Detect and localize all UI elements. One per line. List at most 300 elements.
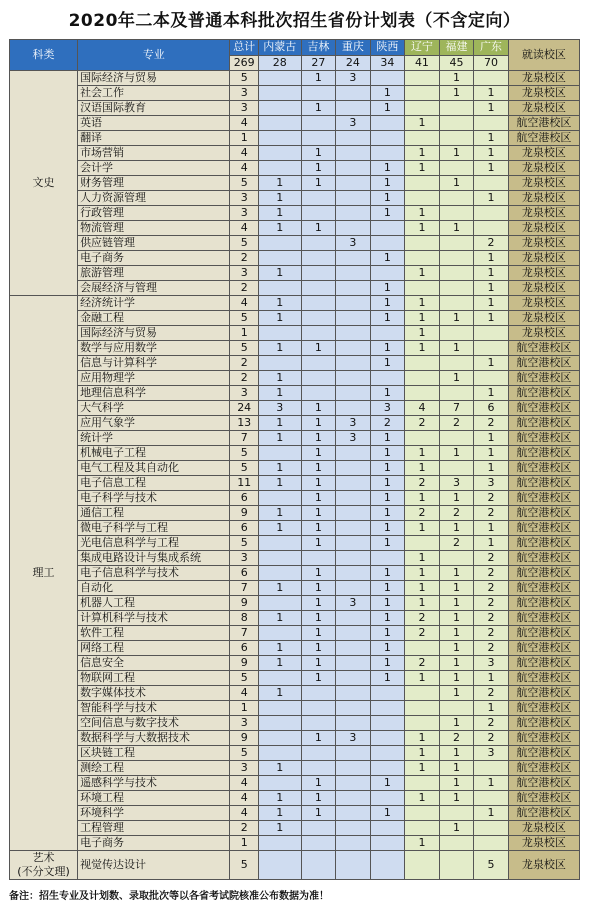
quota-cell xyxy=(405,86,440,101)
table-row xyxy=(10,131,580,146)
quota-cell xyxy=(258,491,301,506)
major-cell: 通信工程 xyxy=(78,506,230,521)
quota-cell: 1 xyxy=(258,686,301,701)
quota-cell xyxy=(336,641,371,656)
table-row xyxy=(10,611,580,626)
quota-cell: 1 xyxy=(370,176,405,191)
quota-cell: 3 xyxy=(336,116,371,131)
header-count-2: 24 xyxy=(336,55,371,71)
quota-cell: 1 xyxy=(370,356,405,371)
quota-cell xyxy=(258,836,301,851)
campus-cell: 龙泉校区 xyxy=(508,71,579,86)
total-cell: 3 xyxy=(230,206,258,221)
quota-cell xyxy=(439,101,474,116)
quota-cell: 1 xyxy=(405,461,440,476)
campus-cell: 航空港校区 xyxy=(508,551,579,566)
quota-cell xyxy=(439,851,474,880)
total-cell: 9 xyxy=(230,596,258,611)
footnote: 备注：招生专业及计划数、录取批次等以各省考试院核准公布数据为准！ xyxy=(9,891,329,902)
quota-cell xyxy=(336,626,371,641)
quota-cell xyxy=(336,836,371,851)
quota-cell xyxy=(439,386,474,401)
quota-cell xyxy=(439,551,474,566)
page-title: 2020年二本及普通本科批次招生省份计划表（不含定向） xyxy=(68,11,521,31)
table-row xyxy=(10,506,580,521)
total-cell: 1 xyxy=(230,326,258,341)
quota-cell: 1 xyxy=(370,656,405,671)
table-row xyxy=(10,461,580,476)
quota-cell xyxy=(336,716,371,731)
quota-cell xyxy=(405,851,440,880)
total-cell: 4 xyxy=(230,221,258,236)
total-cell: 2 xyxy=(230,251,258,266)
quota-cell xyxy=(474,761,509,776)
quota-cell: 1 xyxy=(439,446,474,461)
quota-cell: 1 xyxy=(370,596,405,611)
quota-cell xyxy=(474,71,509,86)
header-campus: 就读校区 xyxy=(508,40,579,71)
major-cell: 翻译 xyxy=(78,131,230,146)
quota-cell: 1 xyxy=(439,371,474,386)
quota-cell: 1 xyxy=(405,221,440,236)
quota-cell: 1 xyxy=(439,176,474,191)
quota-cell: 1 xyxy=(301,626,336,641)
table-row xyxy=(10,326,580,341)
quota-cell xyxy=(405,71,440,86)
quota-cell: 1 xyxy=(405,566,440,581)
quota-cell: 2 xyxy=(474,491,509,506)
major-cell: 环境工程 xyxy=(78,791,230,806)
quota-cell: 2 xyxy=(439,731,474,746)
quota-cell xyxy=(258,716,301,731)
header-province-3: 陕西 xyxy=(370,40,405,56)
quota-cell: 1 xyxy=(405,161,440,176)
table-row xyxy=(10,146,580,161)
quota-cell: 2 xyxy=(474,731,509,746)
major-cell: 空间信息与数字技术 xyxy=(78,716,230,731)
quota-cell: 1 xyxy=(439,341,474,356)
quota-cell: 2 xyxy=(439,416,474,431)
quota-cell: 1 xyxy=(301,641,336,656)
quota-cell xyxy=(301,371,336,386)
quota-cell: 1 xyxy=(258,791,301,806)
major-cell: 应用气象学 xyxy=(78,416,230,431)
major-cell: 视觉传达设计 xyxy=(78,851,230,880)
quota-cell xyxy=(405,191,440,206)
total-cell: 4 xyxy=(230,686,258,701)
quota-cell xyxy=(370,236,405,251)
table-row xyxy=(10,281,580,296)
quota-cell: 1 xyxy=(370,161,405,176)
major-cell: 国际经济与贸易 xyxy=(78,326,230,341)
quota-cell xyxy=(370,746,405,761)
quota-cell xyxy=(370,686,405,701)
quota-cell: 1 xyxy=(258,611,301,626)
major-cell: 会计学 xyxy=(78,161,230,176)
major-cell: 信息安全 xyxy=(78,656,230,671)
quota-cell xyxy=(258,671,301,686)
major-cell: 电气工程及其自动化 xyxy=(78,461,230,476)
quota-cell: 1 xyxy=(370,671,405,686)
quota-cell xyxy=(258,626,301,641)
table-row xyxy=(10,101,580,116)
total-cell: 5 xyxy=(230,176,258,191)
quota-cell: 1 xyxy=(405,521,440,536)
quota-cell xyxy=(336,656,371,671)
table-row xyxy=(10,476,580,491)
quota-cell xyxy=(370,146,405,161)
quota-cell: 1 xyxy=(370,386,405,401)
quota-cell xyxy=(439,836,474,851)
table-row xyxy=(10,206,580,221)
quota-cell: 1 xyxy=(439,791,474,806)
header-row xyxy=(10,40,580,56)
quota-cell: 1 xyxy=(370,476,405,491)
quota-cell xyxy=(336,281,371,296)
campus-cell: 航空港校区 xyxy=(508,386,579,401)
total-cell: 6 xyxy=(230,491,258,506)
quota-cell: 2 xyxy=(474,611,509,626)
quota-cell xyxy=(405,536,440,551)
category-cell: 理工 xyxy=(10,296,78,851)
quota-cell xyxy=(474,821,509,836)
campus-cell: 航空港校区 xyxy=(508,731,579,746)
quota-cell: 1 xyxy=(439,746,474,761)
quota-cell xyxy=(336,356,371,371)
quota-cell: 3 xyxy=(336,71,371,86)
campus-cell: 航空港校区 xyxy=(508,521,579,536)
major-cell: 物联网工程 xyxy=(78,671,230,686)
quota-cell: 1 xyxy=(474,266,509,281)
campus-cell: 航空港校区 xyxy=(508,341,579,356)
quota-cell xyxy=(439,281,474,296)
total-cell: 3 xyxy=(230,266,258,281)
quota-cell: 3 xyxy=(439,476,474,491)
quota-cell: 1 xyxy=(301,476,336,491)
total-cell: 5 xyxy=(230,236,258,251)
campus-cell: 龙泉校区 xyxy=(508,101,579,116)
quota-cell xyxy=(439,806,474,821)
total-cell: 2 xyxy=(230,371,258,386)
quota-cell: 1 xyxy=(405,731,440,746)
quota-cell: 1 xyxy=(474,386,509,401)
quota-cell: 1 xyxy=(405,551,440,566)
quota-cell: 6 xyxy=(474,401,509,416)
major-cell: 汉语国际教育 xyxy=(78,101,230,116)
header-total-count: 269 xyxy=(230,55,258,71)
quota-cell xyxy=(336,386,371,401)
campus-cell: 龙泉校区 xyxy=(508,251,579,266)
quota-cell xyxy=(336,761,371,776)
quota-cell xyxy=(336,851,371,880)
total-cell: 2 xyxy=(230,821,258,836)
quota-cell: 1 xyxy=(439,611,474,626)
table-row xyxy=(10,356,580,371)
quota-cell xyxy=(336,371,371,386)
total-cell: 5 xyxy=(230,851,258,880)
quota-cell: 1 xyxy=(405,581,440,596)
header-total: 总计 xyxy=(230,40,258,56)
table-row xyxy=(10,161,580,176)
quota-cell xyxy=(301,281,336,296)
quota-cell: 1 xyxy=(370,86,405,101)
quota-cell: 1 xyxy=(474,446,509,461)
header-province-5: 福建 xyxy=(439,40,474,56)
quota-cell: 1 xyxy=(258,461,301,476)
campus-cell: 航空港校区 xyxy=(508,611,579,626)
quota-cell xyxy=(258,101,301,116)
quota-cell xyxy=(258,536,301,551)
major-cell: 环境科学 xyxy=(78,806,230,821)
quota-cell xyxy=(439,191,474,206)
quota-cell xyxy=(258,446,301,461)
quota-cell xyxy=(258,566,301,581)
table-row xyxy=(10,371,580,386)
quota-cell xyxy=(336,296,371,311)
quota-cell: 1 xyxy=(301,656,336,671)
quota-cell: 1 xyxy=(370,191,405,206)
major-cell: 区块链工程 xyxy=(78,746,230,761)
quota-cell: 1 xyxy=(439,221,474,236)
campus-cell: 航空港校区 xyxy=(508,566,579,581)
quota-cell xyxy=(370,326,405,341)
total-cell: 3 xyxy=(230,716,258,731)
quota-cell: 1 xyxy=(370,491,405,506)
quota-cell xyxy=(405,356,440,371)
major-cell: 机械电子工程 xyxy=(78,446,230,461)
quota-cell xyxy=(258,356,301,371)
campus-cell: 航空港校区 xyxy=(508,581,579,596)
quota-cell: 1 xyxy=(474,461,509,476)
quota-cell xyxy=(336,491,371,506)
quota-cell: 1 xyxy=(439,146,474,161)
campus-cell: 航空港校区 xyxy=(508,401,579,416)
quota-cell xyxy=(336,476,371,491)
quota-cell xyxy=(336,746,371,761)
quota-cell xyxy=(370,731,405,746)
quota-cell xyxy=(439,266,474,281)
quota-cell xyxy=(301,746,336,761)
header-count-6: 70 xyxy=(474,55,509,71)
table-row xyxy=(10,176,580,191)
quota-cell: 2 xyxy=(474,686,509,701)
quota-cell: 1 xyxy=(301,506,336,521)
total-cell: 3 xyxy=(230,86,258,101)
quota-cell xyxy=(439,161,474,176)
quota-cell xyxy=(258,731,301,746)
quota-cell: 1 xyxy=(474,251,509,266)
table-row xyxy=(10,236,580,251)
quota-cell: 1 xyxy=(258,206,301,221)
total-cell: 9 xyxy=(230,506,258,521)
quota-cell xyxy=(301,206,336,221)
quota-cell xyxy=(258,146,301,161)
header-province-0: 内蒙古 xyxy=(258,40,301,56)
table-row xyxy=(10,761,580,776)
quota-cell: 2 xyxy=(474,716,509,731)
quota-cell xyxy=(405,236,440,251)
quota-cell xyxy=(370,131,405,146)
quota-cell: 1 xyxy=(405,146,440,161)
quota-cell: 1 xyxy=(258,266,301,281)
total-cell: 8 xyxy=(230,611,258,626)
quota-cell: 1 xyxy=(258,521,301,536)
quota-cell: 1 xyxy=(405,746,440,761)
quota-cell: 3 xyxy=(370,401,405,416)
quota-cell xyxy=(405,701,440,716)
quota-cell xyxy=(336,611,371,626)
total-cell: 4 xyxy=(230,296,258,311)
quota-cell: 2 xyxy=(474,581,509,596)
quota-cell: 3 xyxy=(336,416,371,431)
campus-cell: 龙泉校区 xyxy=(508,221,579,236)
quota-cell xyxy=(370,71,405,86)
table-row xyxy=(10,836,580,851)
campus-cell: 航空港校区 xyxy=(508,671,579,686)
campus-cell: 航空港校区 xyxy=(508,596,579,611)
quota-cell: 1 xyxy=(474,536,509,551)
campus-cell: 龙泉校区 xyxy=(508,236,579,251)
quota-cell xyxy=(301,551,336,566)
quota-cell xyxy=(405,386,440,401)
campus-cell: 龙泉校区 xyxy=(508,86,579,101)
major-cell: 国际经济与贸易 xyxy=(78,71,230,86)
quota-cell: 1 xyxy=(258,221,301,236)
quota-cell: 1 xyxy=(301,566,336,581)
major-cell: 社会工作 xyxy=(78,86,230,101)
quota-cell: 1 xyxy=(405,671,440,686)
quota-cell: 1 xyxy=(370,341,405,356)
quota-cell xyxy=(258,131,301,146)
quota-cell: 1 xyxy=(258,656,301,671)
table-row xyxy=(10,251,580,266)
quota-cell: 1 xyxy=(301,416,336,431)
total-cell: 2 xyxy=(230,356,258,371)
quota-cell xyxy=(370,716,405,731)
quota-cell: 1 xyxy=(301,521,336,536)
quota-cell: 3 xyxy=(474,476,509,491)
quota-cell xyxy=(258,746,301,761)
quota-cell: 1 xyxy=(301,146,336,161)
campus-cell: 龙泉校区 xyxy=(508,161,579,176)
total-cell: 5 xyxy=(230,461,258,476)
quota-cell xyxy=(336,191,371,206)
quota-cell: 1 xyxy=(439,566,474,581)
quota-cell xyxy=(336,671,371,686)
quota-cell: 1 xyxy=(258,761,301,776)
quota-cell: 1 xyxy=(301,491,336,506)
quota-cell: 2 xyxy=(474,416,509,431)
table-row xyxy=(10,536,580,551)
quota-cell xyxy=(336,101,371,116)
major-cell: 财务管理 xyxy=(78,176,230,191)
campus-cell: 航空港校区 xyxy=(508,356,579,371)
quota-cell xyxy=(336,521,371,536)
quota-cell: 3 xyxy=(474,746,509,761)
major-cell: 英语 xyxy=(78,116,230,131)
quota-cell: 1 xyxy=(405,326,440,341)
quota-cell xyxy=(301,191,336,206)
quota-cell: 1 xyxy=(405,596,440,611)
campus-cell: 航空港校区 xyxy=(508,476,579,491)
quota-cell xyxy=(301,356,336,371)
table-row xyxy=(10,641,580,656)
header-province-2: 重庆 xyxy=(336,40,371,56)
quota-cell xyxy=(258,851,301,880)
table-row xyxy=(10,776,580,791)
quota-cell: 1 xyxy=(370,806,405,821)
quota-cell: 1 xyxy=(301,176,336,191)
total-cell: 1 xyxy=(230,836,258,851)
campus-cell: 航空港校区 xyxy=(508,776,579,791)
quota-cell: 1 xyxy=(439,761,474,776)
campus-cell: 航空港校区 xyxy=(508,806,579,821)
quota-cell xyxy=(405,371,440,386)
quota-cell xyxy=(258,71,301,86)
quota-cell: 1 xyxy=(258,641,301,656)
total-cell: 11 xyxy=(230,476,258,491)
quota-cell: 1 xyxy=(301,806,336,821)
quota-cell: 1 xyxy=(370,311,405,326)
quota-cell: 1 xyxy=(258,806,301,821)
total-cell: 1 xyxy=(230,701,258,716)
quota-cell: 2 xyxy=(439,506,474,521)
quota-cell: 2 xyxy=(474,551,509,566)
major-cell: 光电信息科学与工程 xyxy=(78,536,230,551)
quota-cell xyxy=(301,266,336,281)
major-cell: 测绘工程 xyxy=(78,761,230,776)
quota-cell: 1 xyxy=(370,521,405,536)
quota-cell: 1 xyxy=(301,221,336,236)
table-row xyxy=(10,296,580,311)
quota-cell: 2 xyxy=(405,611,440,626)
quota-cell: 1 xyxy=(405,116,440,131)
quota-cell: 1 xyxy=(370,776,405,791)
quota-cell xyxy=(301,686,336,701)
quota-cell xyxy=(474,221,509,236)
quota-cell: 1 xyxy=(301,611,336,626)
major-cell: 电子信息科学与技术 xyxy=(78,566,230,581)
major-cell: 电子信息工程 xyxy=(78,476,230,491)
quota-cell: 1 xyxy=(258,311,301,326)
quota-cell: 2 xyxy=(439,536,474,551)
quota-cell xyxy=(301,236,336,251)
quota-cell: 2 xyxy=(474,506,509,521)
quota-cell: 1 xyxy=(258,506,301,521)
major-cell: 自动化 xyxy=(78,581,230,596)
total-cell: 9 xyxy=(230,656,258,671)
quota-cell xyxy=(336,221,371,236)
header-province-6: 广东 xyxy=(474,40,509,56)
quota-cell xyxy=(336,341,371,356)
quota-cell xyxy=(439,701,474,716)
quota-cell xyxy=(336,86,371,101)
major-cell: 物流管理 xyxy=(78,221,230,236)
major-cell: 工程管理 xyxy=(78,821,230,836)
quota-cell: 1 xyxy=(301,791,336,806)
campus-cell: 航空港校区 xyxy=(508,461,579,476)
quota-cell: 1 xyxy=(258,176,301,191)
quota-cell xyxy=(258,281,301,296)
quota-cell xyxy=(474,341,509,356)
quota-cell: 1 xyxy=(301,671,336,686)
quota-cell: 1 xyxy=(405,296,440,311)
quota-cell: 1 xyxy=(439,641,474,656)
quota-cell: 2 xyxy=(405,506,440,521)
quota-cell xyxy=(258,701,301,716)
table-row xyxy=(10,221,580,236)
quota-cell: 1 xyxy=(439,821,474,836)
